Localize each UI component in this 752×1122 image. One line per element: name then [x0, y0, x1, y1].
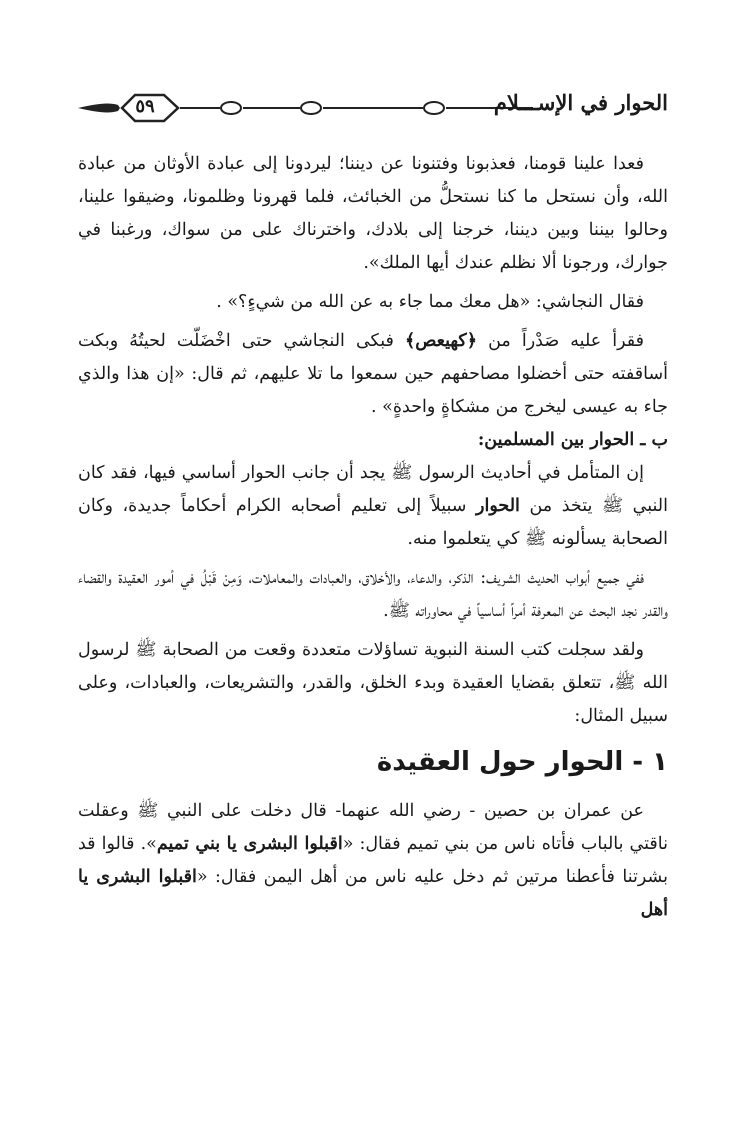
page-header — [78, 86, 668, 130]
page-body — [78, 148, 668, 927]
paragraph — [78, 634, 668, 733]
paragraph — [78, 286, 668, 319]
paragraph-text: ولقد سجلت كتب السنة النبوية تساؤلات متعددة وقعت من الصحابة ﷺ لرسول الله ﷺ، تتعلق بقضايا العقيدة وبدء الخلق، والقدر، والتشريعات، والعبادات، وعلى سبيل المثال: — [78, 640, 668, 726]
paragraph — [78, 795, 668, 927]
paragraph — [78, 325, 668, 424]
paragraph-text: فقرأ عليه صَدْراً من — [488, 331, 644, 351]
running-header-title: الحوار في الإســـلام — [493, 90, 668, 115]
paragraph — [78, 148, 668, 280]
paragraph-text: إن المتأمل في أحاديث الرسول ﷺ يجد أن جانب الحوار أساسي فيها، فقد كان النبي ﷺ يتخذ من — [78, 463, 668, 516]
hadith-quote: اقبلوا البشرى يا أهل — [78, 867, 668, 920]
section-heading: ب ـ الحوار بين المسلمين: — [477, 430, 668, 450]
paragraph-text: فقال النجاشي: «هل معك مما جاء به عن الله من شيءٍ؟» . — [216, 292, 644, 312]
paragraph-text: عن عمران بن حصين - رضي الله عنهما- قال دخلت على النبي ﷺ وعقلت ناقتي بالباب فأتاه ناس من بني تميم فقال: « — [78, 801, 668, 854]
chapter-title: ١ - الحوار حول العقيدة — [376, 747, 668, 777]
paragraph-text: ». قالوا قد بشرتنا فأعطنا مرتين ثم دخل عليه ناس من أهل اليمن فقال: « — [78, 834, 668, 887]
paragraph-text: فبكى النجاشي حتى اخْضَلّت لحيتُهُ وبكت أساقفته حتى أخضلوا مصاحفهم حين سمعوا ما تلا عليهم، ثم قال: «إن هذا والذي جاء به عيسى ليخرج من مشكاةٍ واحدةٍ» . — [78, 331, 668, 417]
paragraph-text: ففي جميع أبواب الحديث الشريف: الذكر، والدعاء، والأخلاق، والعبادات والمعاملات، وَمِنْ قَبْلُ في أمور العقيدة والقضاء والقدر نجد البحث عن المعرفة أمراً أساسياً في محاوراته ﷺ. — [78, 568, 668, 621]
paragraph — [78, 457, 668, 556]
emphasized-word: الحوار — [476, 496, 520, 516]
quran-surah-reference: ﴿كهيعص﴾ — [404, 331, 478, 351]
paragraph-text: سبيلاً إلى تعليم أصحابه الكرام أحكاماً جديدة، وكان الصحابة يسألونه ﷺ كي يتعلموا منه. — [78, 496, 668, 549]
page-number: ٥٩ — [135, 96, 155, 117]
paragraph-text: فعدا علينا قومنا، فعذبونا وفتنونا عن ديننا؛ ليردونا إلى عبادة الأوثان من عبادة الله، وأن نستحل ما كنا نستحلُّ من الخبائث، فلما قهرونا وظلمونا، وضيقوا علينا، وحالوا بيننا وبين ديننا، خرجنا إلى بلادك، واخترناك على من سواك، ورغبنا في جوارك، ورجونا ألا نظلم عندك أيها الملك». — [78, 154, 668, 273]
paragraph — [78, 562, 668, 628]
hadith-quote: اقبلوا البشرى يا بني تميم — [156, 834, 343, 854]
